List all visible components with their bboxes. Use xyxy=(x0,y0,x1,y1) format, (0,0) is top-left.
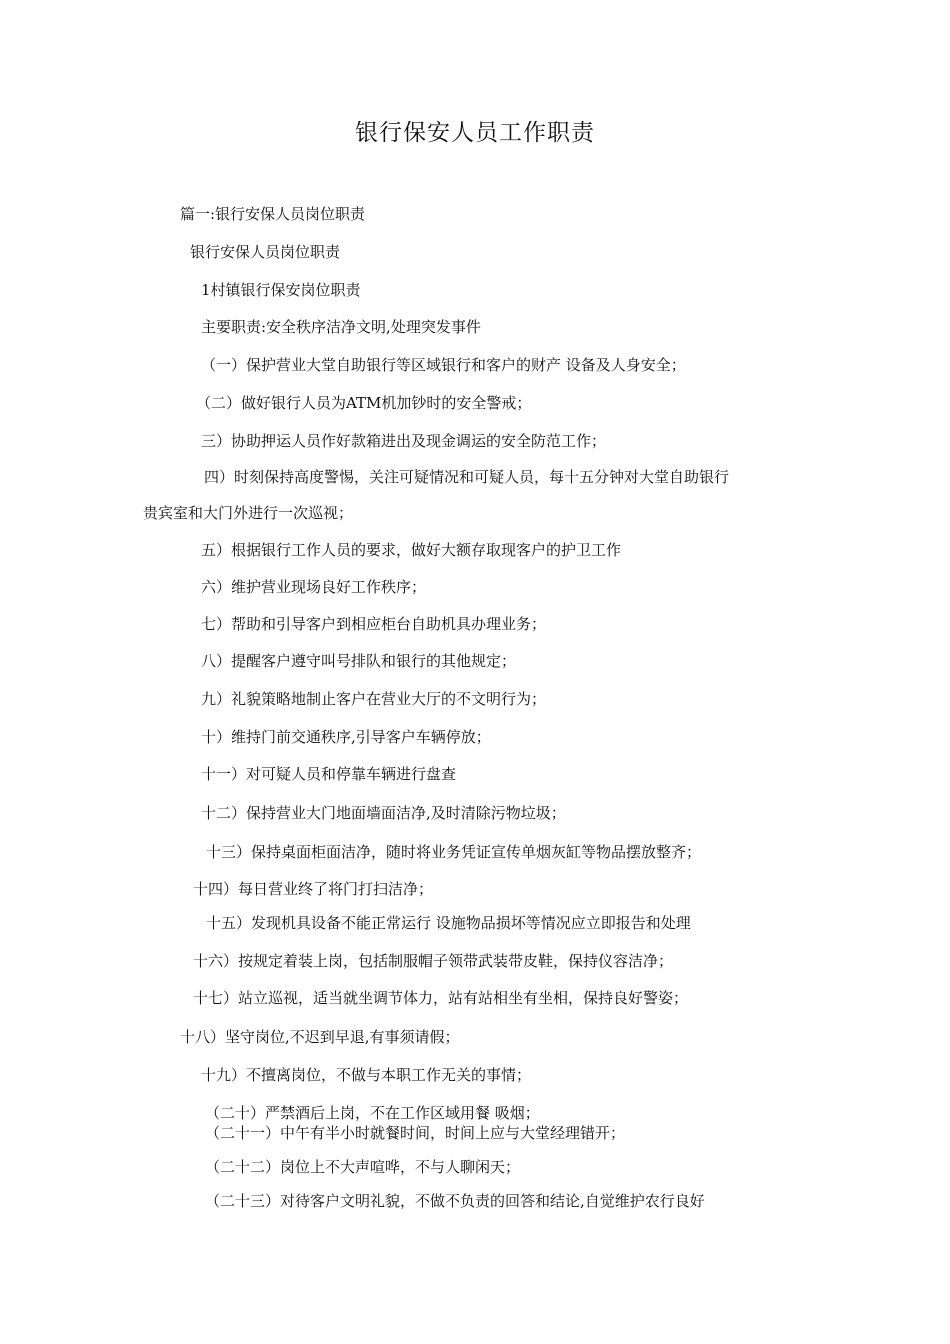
duty-line-19: 十九）不擅离岗位，不做与本职工作无关的事情； xyxy=(201,1066,532,1084)
duty-line-8: 八）提醒客户遵守叫号排队和银行的其他规定； xyxy=(201,652,517,670)
duty-line-10: 十）维持门前交通秩序,引导客户车辆停放； xyxy=(201,728,491,746)
duty-line-5: 五）根据银行工作人员的要求，做好大额存取现客户的护卫工作 xyxy=(201,541,622,559)
main-duty-line: 主要职责:安全秩序洁净文明,处理突发事件 xyxy=(201,318,481,336)
duty-line-13: 十三）保持桌面柜面洁净，随时将业务凭证宣传单烟灰缸等物品摆放整齐； xyxy=(206,843,702,861)
duty-line-23: （二十三）对待客户文明礼貌，不做不负责的回答和结论,自觉维护农行良好 xyxy=(205,1192,705,1210)
duty-line-14: 十四）每日营业终了将门打扫洁净； xyxy=(193,880,434,898)
duty-line-22: （二十二）岗位上不大声喧哗，不与人聊闲天； xyxy=(205,1158,521,1176)
sub-heading: 银行安保人员岗位职责 xyxy=(190,243,341,261)
duty-line-17: 十七）站立巡视，适当就坐调节体力，站有站相坐有坐相，保持良好警姿； xyxy=(193,989,689,1007)
duty-line-7: 七）帮助和引导客户到相应柜台自助机具办理业务； xyxy=(201,615,547,633)
duty-line-21: （二十一）中午有半小时就餐时间，时间上应与大堂经理错开； xyxy=(205,1124,626,1142)
duty-line-18: 十八）坚守岗位,不迟到早退,有事须请假； xyxy=(180,1028,460,1046)
duty-line-2: （二）做好银行人员为ATM机加钞时的安全警戒； xyxy=(196,394,532,412)
duty-line-15: 十五）发现机具设备不能正常运行 设施物品损坏等情况应立即报告和处理 xyxy=(206,914,691,932)
duty-line-11: 十一）对可疑人员和停靠车辆进行盘查 xyxy=(201,765,457,783)
duty-line-1: （一）保护营业大堂自助银行等区域银行和客户的财产 设备及人身安全； xyxy=(201,356,686,374)
duty-line-3: 三）协助押运人员作好款箱进出及现金调运的安全防范工作； xyxy=(201,432,607,450)
duty-line-6: 六）维护营业现场良好工作秩序； xyxy=(201,578,427,596)
duty-line-4-continued: 贵宾室和大门外进行一次巡视； xyxy=(143,504,354,522)
duty-line-9: 九）礼貌策略地制止客户在营业大厅的不文明行为； xyxy=(201,690,547,708)
section-heading: 篇一:银行安保人员岗位职责 xyxy=(180,205,366,223)
item-heading: 1村镇银行保安岗位职责 xyxy=(201,281,361,299)
duty-line-12: 十二）保持营业大门地面墙面洁净,及时清除污物垃圾； xyxy=(201,804,566,822)
duty-line-16: 十六）按规定着装上岗，包括制服帽子领带武装带皮鞋，保持仪容洁净； xyxy=(193,952,674,970)
duty-line-4: 四）时刻保持高度警惕，关注可疑情况和可疑人员，每十五分钟对大堂自助银行 xyxy=(204,468,730,486)
duty-line-20: （二十）严禁酒后上岗，不在工作区域用餐 吸烟； xyxy=(205,1104,540,1122)
document-title: 银行保安人员工作职责 xyxy=(355,120,595,146)
